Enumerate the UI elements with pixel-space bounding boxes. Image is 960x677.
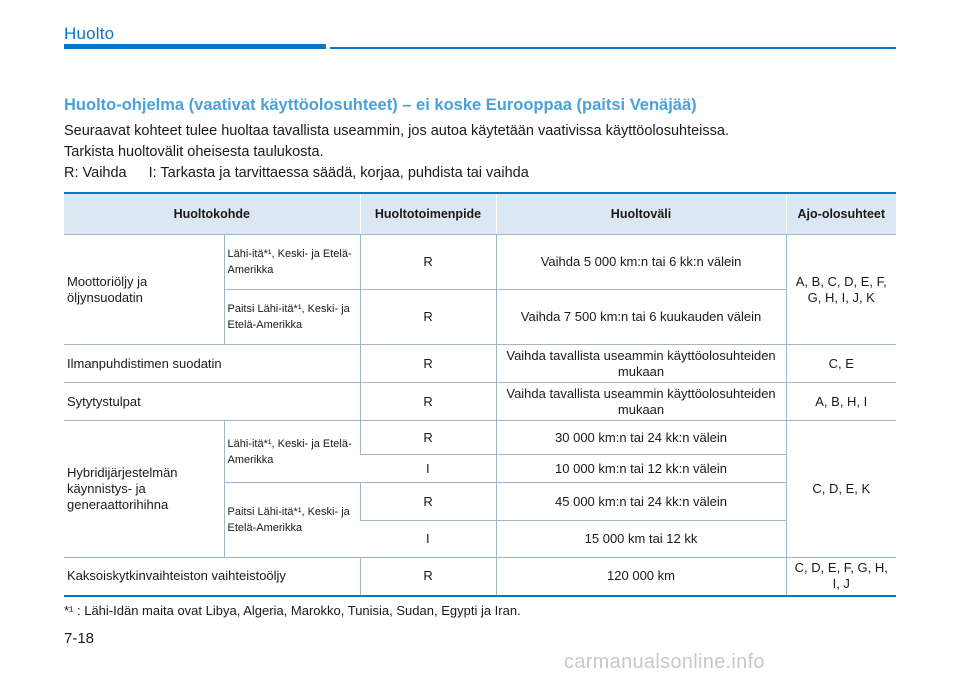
oil-item: Moottoriöljy ja öljynsuodatin (64, 235, 224, 345)
oil-region-2: Paitsi Lähi-itä*¹, Keski- ja Etelä-Amerikka (224, 290, 360, 345)
table-row (64, 558, 896, 596)
hsg-belt-region-1: Lähi-itä*¹, Keski- ja Etelä-Amerikka (224, 421, 360, 483)
spark-plugs-item: Sytytystulpat (64, 383, 360, 421)
chapter-rule-thin (330, 47, 896, 49)
air-filter-item: Ilmanpuhdistimen suodatin (64, 345, 360, 383)
oil-action-1: R (360, 235, 496, 290)
watermark: carmanualsonline.info (564, 651, 765, 673)
spark-plugs-action: R (360, 383, 496, 421)
hsg-belt-action-1: R (360, 421, 496, 455)
table-header-row (64, 193, 896, 235)
table-row (64, 383, 896, 421)
section-heading: Huolto-ohjelma (vaativat käyttöolosuhteet) – ei koske Eurooppaa (paitsi Venäjää) (64, 96, 697, 114)
dct-oil-item: Kaksoiskytkinvaihteiston vaihteistoöljy (64, 558, 360, 596)
hsg-belt-action-2: I (360, 455, 496, 483)
hsg-belt-item: Hybridijärjestelmän käynnistys- ja generaattorihihna (64, 421, 224, 558)
table-row (64, 345, 896, 383)
oil-conditions: A, B, C, D, E, F, G, H, I, J, K (786, 235, 896, 345)
intro-text (64, 121, 904, 184)
chapter-title: Huolto (64, 24, 115, 43)
air-filter-action: R (360, 345, 496, 383)
oil-interval-1: Vaihda 5 000 km:n tai 6 kk:n välein (496, 235, 786, 290)
oil-region-1: Lähi-itä*¹, Keski- ja Etelä-Amerikka (224, 235, 360, 290)
hsg-belt-interval-2: 10 000 km:n tai 12 kk:n välein (496, 455, 786, 483)
header-action: Huoltotoimenpide (360, 193, 496, 235)
chapter-rule-thick (64, 44, 326, 49)
dct-oil-action: R (360, 558, 496, 596)
header-conditions: Ajo-olosuhteet (786, 193, 896, 235)
hsg-belt-region-2: Paitsi Lähi-itä*¹, Keski- ja Etelä-Amerikka (224, 483, 360, 558)
air-filter-conditions: C, E (786, 345, 896, 383)
legend-line (64, 163, 904, 184)
table-row (64, 235, 896, 290)
table-row (64, 421, 896, 455)
page-number: 7-18 (64, 630, 95, 647)
hsg-belt-interval-1: 30 000 km:n tai 24 kk:n välein (496, 421, 786, 455)
spark-plugs-conditions: A, B, H, I (786, 383, 896, 421)
header-interval: Huoltoväli (496, 193, 786, 235)
hsg-belt-interval-3: 45 000 km:n tai 24 kk:n välein (496, 483, 786, 521)
oil-interval-2: Vaihda 7 500 km:n tai 6 kuukauden välein (496, 290, 786, 345)
header-item: Huoltokohde (64, 193, 360, 235)
hsg-belt-action-3: R (360, 483, 496, 521)
air-filter-interval: Vaihda tavallista useammin käyttöolosuhteiden mukaan (496, 345, 786, 383)
maintenance-table (64, 192, 896, 597)
hsg-belt-action-4: I (360, 521, 496, 558)
oil-action-2: R (360, 290, 496, 345)
intro-line-1: Seuraavat kohteet tulee huoltaa tavallista useammin, jos autoa käytetään vaativissa käyttöolosuhteissa. (64, 123, 729, 139)
dct-oil-interval: 120 000 km (496, 558, 786, 596)
footnote: *¹ : Lähi-Idän maita ovat Libya, Algeria, Marokko, Tunisia, Sudan, Egypti ja Iran. (64, 603, 521, 618)
hsg-belt-interval-4: 15 000 km tai 12 kk (496, 521, 786, 558)
intro-line-2: Tarkista huoltovälit oheisesta taulukosta. (64, 144, 324, 160)
hsg-belt-conditions: C, D, E, K (786, 421, 896, 558)
legend-inspect: I: Tarkasta ja tarvittaessa säädä, korjaa, puhdista tai vaihda (148, 165, 529, 181)
spark-plugs-interval: Vaihda tavallista useammin käyttöolosuhteiden mukaan (496, 383, 786, 421)
dct-oil-conditions: C, D, E, F, G, H, I, J (786, 558, 896, 596)
legend-replace: R: Vaihda (64, 165, 127, 181)
